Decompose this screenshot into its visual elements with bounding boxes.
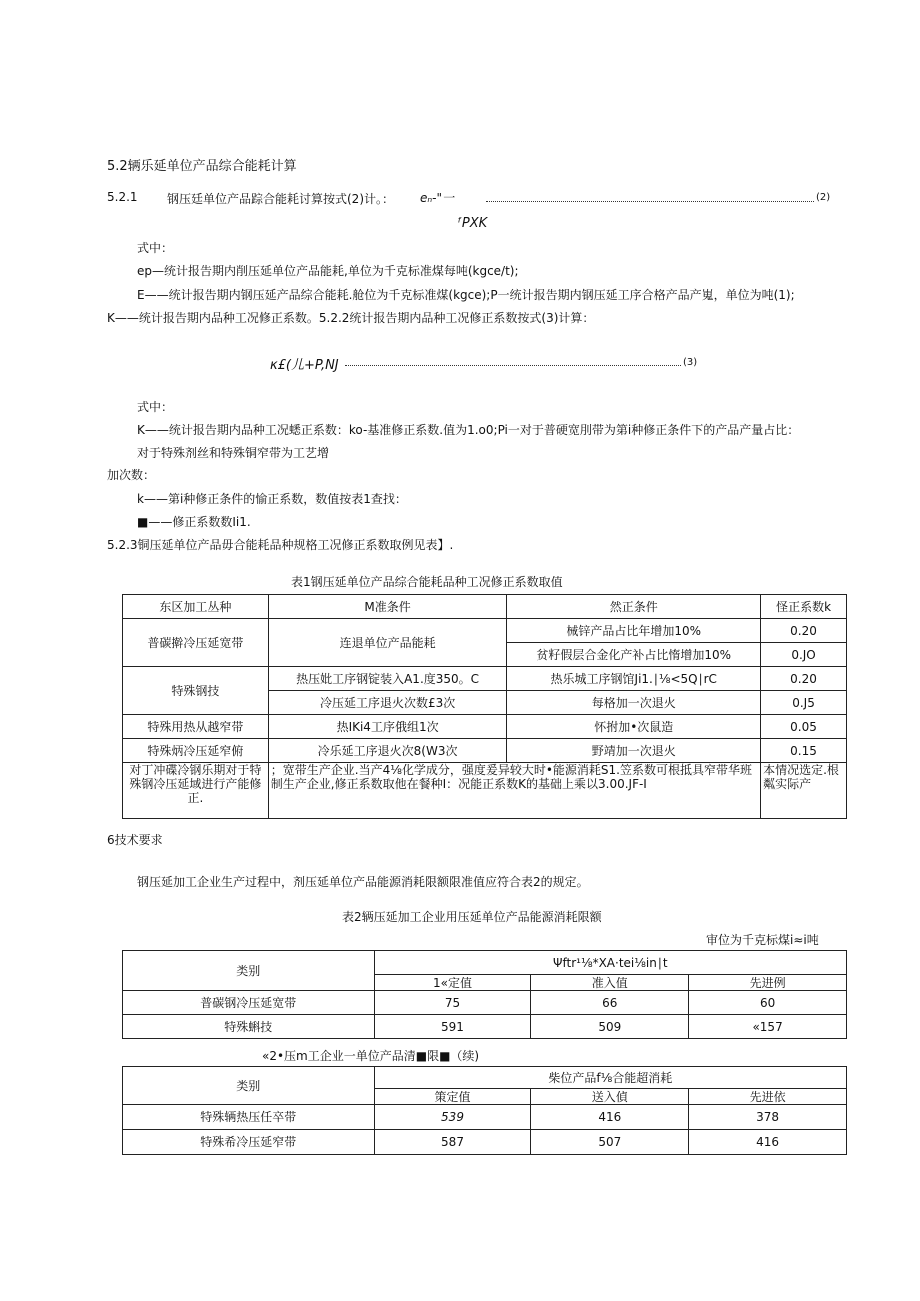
table2-header-access: 准入值 <box>531 975 689 991</box>
table-cell: 冷乐延工序退火次8(W3次 <box>268 739 507 763</box>
table-cell: 热乐城工序钢馆Ji1.∣⅛<5Q∣rC <box>507 667 761 691</box>
table-cell: 械锌产品占比年增加10% <box>507 619 761 643</box>
table1-header-base: M准条件 <box>268 595 507 619</box>
table2b-header-category: 类别 <box>123 1067 375 1105</box>
table-cell: 野靖加一次退火 <box>507 739 761 763</box>
clause-text-5-2-1: 钢压廷单位产品踪合能耗讨算按式(2)计。： <box>167 192 394 206</box>
section-6-text: 钢压延加工企业生产过程中，剂压延单位产品能源消耗限额限准值应符合表2的规定。 <box>137 875 589 889</box>
table-cell: 特殊蝌技 <box>123 1015 375 1039</box>
table-cell: 60 <box>689 991 847 1015</box>
table2b-header-limit: 策定值 <box>374 1089 531 1105</box>
where-label: 式中： <box>137 400 174 414</box>
definition-ep: ep—统计报告期内削压延单位产品能耗,单位为千克标准煤每吨(kgce/t); <box>137 264 519 278</box>
clause-5-2-3: 5.2.3铜压延单位产品毋合能耗品种规格工况修正系数取例见表】. <box>107 538 454 552</box>
formula-3: κ£(儿+P,NJ <box>270 358 339 373</box>
table-cell: 特殊用热从越窄带 <box>123 715 269 739</box>
table-cell: 75 <box>374 991 531 1015</box>
definition-n: ■——修正系数数Ii1. <box>137 515 251 529</box>
where-label: 式中： <box>137 241 174 255</box>
table1-header-condition: 然正条件 <box>507 595 761 619</box>
table-cell: 507 <box>531 1130 689 1155</box>
table1-caption: 表1钢压延单位产品综合能耗品种工况修正系数取值 <box>291 575 563 589</box>
table-cell: 0.JO <box>761 643 847 667</box>
table-cell: 连退单位产品能耗 <box>268 619 507 667</box>
table-cell: 0.J5 <box>761 691 847 715</box>
leader-dots <box>486 201 814 202</box>
clause-number-5-2-1: 5.2.1 <box>107 190 138 204</box>
table-cell: 0.05 <box>761 715 847 739</box>
table-cell: 0.20 <box>761 619 847 643</box>
table-cell: 539 <box>374 1105 531 1130</box>
table1-note-middle: ；宽带生产企业.当产4⅛化学成分，强度爰异较大时•能源消耗S1.笠系数可根抵具窄带华班制生产企业,修正系数取他在餐种I：况能正系数K的基础上乘以3.00.JF-I <box>268 763 760 819</box>
table-cell: 特殊钢技 <box>123 667 269 715</box>
table-cell: «157 <box>689 1015 847 1039</box>
table-cell: 509 <box>531 1015 689 1039</box>
table2b-header-group: 柴位产品f⅛合能超消耗 <box>374 1067 846 1089</box>
definition-continuation: 加次数： <box>107 468 156 482</box>
table2b-caption: «2•压m工企业一单位产品清■限■（续) <box>262 1049 480 1063</box>
definition-special-strip: 对于特殊剂丝和特殊铜窄带为工艺增 <box>137 446 330 460</box>
table2b-header-access: 送入偵 <box>531 1089 689 1105</box>
equation-number-2: (2) <box>816 192 831 203</box>
table2-continued <box>122 1066 847 1155</box>
table-cell: 特殊辆热压任卒带 <box>123 1105 375 1130</box>
table2 <box>122 950 847 1039</box>
table-cell: 特殊希冷压延窄带 <box>123 1130 375 1155</box>
table-cell: 416 <box>689 1130 847 1155</box>
table-row <box>123 1130 847 1155</box>
table2-header-category: 类别 <box>123 951 375 991</box>
table-cell: 贫籽假层合金化产补占比惰增加10% <box>507 643 761 667</box>
table-cell: 587 <box>374 1130 531 1155</box>
table2b-header-advanced: 先进依 <box>689 1089 847 1105</box>
table1-note-right: 本情况选定.根粼实际产 <box>761 763 847 819</box>
table-cell: 热IKi4工序俄组1次 <box>268 715 507 739</box>
table-cell: 普碳钢冷压延宽带 <box>123 991 375 1015</box>
equation-number-3: (3) <box>683 357 698 368</box>
table2-header-limit: 1«定值 <box>374 975 531 991</box>
definition-k-coefficient: K——统计报告期内品种工况蟋正系数：ko-基准修正系数.值为1.o0;Pi一对于普硬宽刖带为第i种修正条件下的产品产量占比： <box>137 423 800 437</box>
table2-unit: 审位为千克标煤i≈i吨 <box>706 933 819 947</box>
table-cell: 66 <box>531 991 689 1015</box>
table-cell: 416 <box>531 1105 689 1130</box>
table1-header-category: 东区加工丛种 <box>123 595 269 619</box>
table-cell: 普碳擀冷压延宽带 <box>123 619 269 667</box>
table2-caption: 表2辆压延加工企业用压延单位产品能源消耗限额 <box>342 910 602 924</box>
leader-dots <box>345 365 681 366</box>
table-cell: 378 <box>689 1105 847 1130</box>
definition-ki: k——第i种修正条件的愉正系数，数值按表1查找： <box>137 492 407 506</box>
table2-header-advanced: 先进例 <box>689 975 847 991</box>
definition-k: K——统计报告期内品种工况修正系数。5.2.2统计报告期内品种工况修正系数按式(3)计算： <box>107 311 595 325</box>
table1 <box>122 594 847 819</box>
table-row <box>123 991 847 1015</box>
table-row <box>123 1015 847 1039</box>
table-cell: 热压妣工序钢锭装入A1.度350。C <box>268 667 507 691</box>
table-cell: 0.15 <box>761 739 847 763</box>
section-heading-5-2: 5.2辆乐延单位产品综合能耗计算 <box>107 159 297 174</box>
table-cell: 冷压延工序退火次数£3次 <box>268 691 507 715</box>
table-cell: 特殊炳冷压延窄俯 <box>123 739 269 763</box>
table1-header-k: 怪正系数k <box>761 595 847 619</box>
table-cell: 每格加一次退火 <box>507 691 761 715</box>
definition-e-p: E——统计报告期内钢压延产品综合能耗.舱位为千克标准煤(kgce);P一统计报告期内钢压延工序合格产品产嵬，单位为吨(1); <box>137 288 795 302</box>
table-cell: 591 <box>374 1015 531 1039</box>
table-cell: 怀拊加•次鼠造 <box>507 715 761 739</box>
table1-note-left: 对丁冲碟冷钢乐期对于特殊钢冷压延域进行产能修正. <box>123 763 269 819</box>
table2-header-group: Ψftr¹⅛*XA·tei⅛in∣t <box>374 951 846 975</box>
formula-2-bottom: ᶠPXK <box>458 216 488 231</box>
section-heading-6: 6技术要求 <box>107 833 163 847</box>
table-cell: 0.20 <box>761 667 847 691</box>
formula-2-top: eₙ-"一 <box>420 191 455 205</box>
table-row <box>123 1105 847 1130</box>
